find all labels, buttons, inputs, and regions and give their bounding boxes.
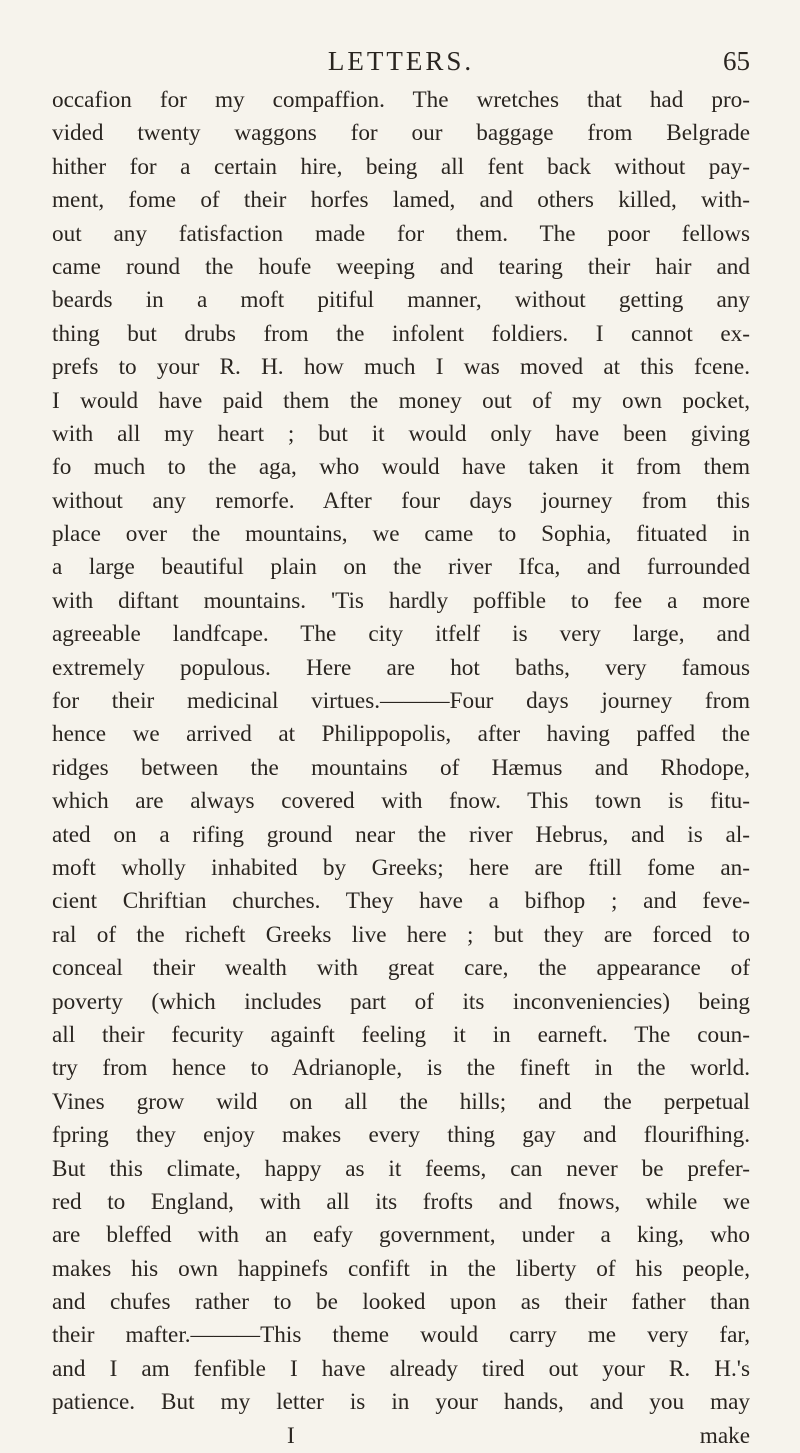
text-line: fo much to the aga, who would have taken it from them bbox=[52, 454, 750, 481]
catchword-line bbox=[52, 1420, 750, 1453]
text-line: makes his own happinefs confift in the liberty of his people, bbox=[52, 1255, 750, 1282]
text-line: and I am fenfible I have already tired out your R. H.'s bbox=[52, 1355, 750, 1382]
text-line: prefs to your R. H. how much I was moved at this fcene. bbox=[52, 354, 750, 381]
text-line: try from hence to Adrianople, is the fineft in the world. bbox=[52, 1055, 750, 1082]
text-line: moft wholly inhabited by Greeks; here are ftill fome an- bbox=[52, 854, 750, 881]
text-line: patience. But my letter is in your hands, and you may bbox=[52, 1389, 750, 1416]
text-line: red to England, with all its frofts and fnows, while we bbox=[52, 1188, 750, 1215]
page-number: 65 bbox=[723, 46, 750, 76]
text-line: thing but drubs from the infolent foldiers. I cannot ex- bbox=[52, 320, 750, 347]
text-line: Vines grow wild on all the hills; and the perpetual bbox=[52, 1088, 750, 1115]
text-line: ated on a rifing ground near the river Hebrus, and is al- bbox=[52, 821, 750, 848]
text-line: I would have paid them the money out of my own pocket, bbox=[52, 387, 750, 414]
text-line: for their medicinal virtues.———Four days journey from bbox=[52, 688, 750, 715]
text-line: their mafter.———This theme would carry me very far, bbox=[52, 1322, 750, 1349]
text-line: which are always covered with fnow. This town is fitu- bbox=[52, 788, 750, 815]
text-line: fpring they enjoy makes every thing gay and flourifhing. bbox=[52, 1122, 750, 1149]
running-head bbox=[52, 36, 750, 80]
text-line: extremely populous. Here are hot baths, very famous bbox=[52, 654, 750, 681]
text-line: occafion for my compaffion. The wretches that had pro- bbox=[52, 87, 750, 113]
text-line: out any fatisfaction made for them. The poor fellows bbox=[52, 220, 750, 247]
catchword-right: make bbox=[699, 1422, 750, 1449]
text-line: with diftant mountains. 'Tis hardly poffible to fee a more bbox=[52, 587, 750, 614]
text-line: are bleffed with an eafy government, under a king, who bbox=[52, 1222, 750, 1249]
catchword-left: I bbox=[287, 1422, 295, 1449]
body-text bbox=[52, 84, 750, 1420]
text-line: came round the houfe weeping and tearing their hair and bbox=[52, 253, 750, 280]
text-line: with all my heart ; but it would only have been giving bbox=[52, 420, 750, 447]
text-line: cient Chriftian churches. They have a bifhop ; and feve- bbox=[52, 888, 750, 915]
text-line: poverty (which includes part of its inconveniencies) being bbox=[52, 988, 750, 1015]
text-line: hence we arrived at Philippopolis, after having paffed the bbox=[52, 721, 750, 748]
text-line: hither for a certain hire, being all fent back without pay- bbox=[52, 153, 750, 180]
text-line: vided twenty waggons for our baggage from Belgrade bbox=[52, 120, 750, 147]
text-line: place over the mountains, we came to Sophia, fituated in bbox=[52, 521, 750, 548]
text-line: without any remorfe. After four days journey from this bbox=[52, 487, 750, 514]
text-line: ment, fome of their horfes lamed, and others killed, with- bbox=[52, 187, 750, 214]
text-line: ridges between the mountains of Hæmus and Rhodope, bbox=[52, 754, 750, 781]
text-line: conceal their wealth with great care, the appearance of bbox=[52, 955, 750, 982]
running-title: LETTERS. bbox=[327, 46, 475, 76]
text-line: a large beautiful plain on the river Ifca, and furrounded bbox=[52, 554, 750, 581]
text-line: and chufes rather to be looked upon as their father than bbox=[52, 1289, 750, 1316]
text-line: all their fecurity againft feeling it in earneft. The coun- bbox=[52, 1021, 750, 1048]
text-line: beards in a moft pitiful manner, without getting any bbox=[52, 287, 750, 314]
text-line: agreeable landfcape. The city itfelf is very large, and bbox=[52, 621, 750, 648]
text-line: ral of the richeft Greeks live here ; but they are forced to bbox=[52, 921, 750, 948]
text-line: But this climate, happy as it feems, can never be prefer- bbox=[52, 1155, 750, 1182]
